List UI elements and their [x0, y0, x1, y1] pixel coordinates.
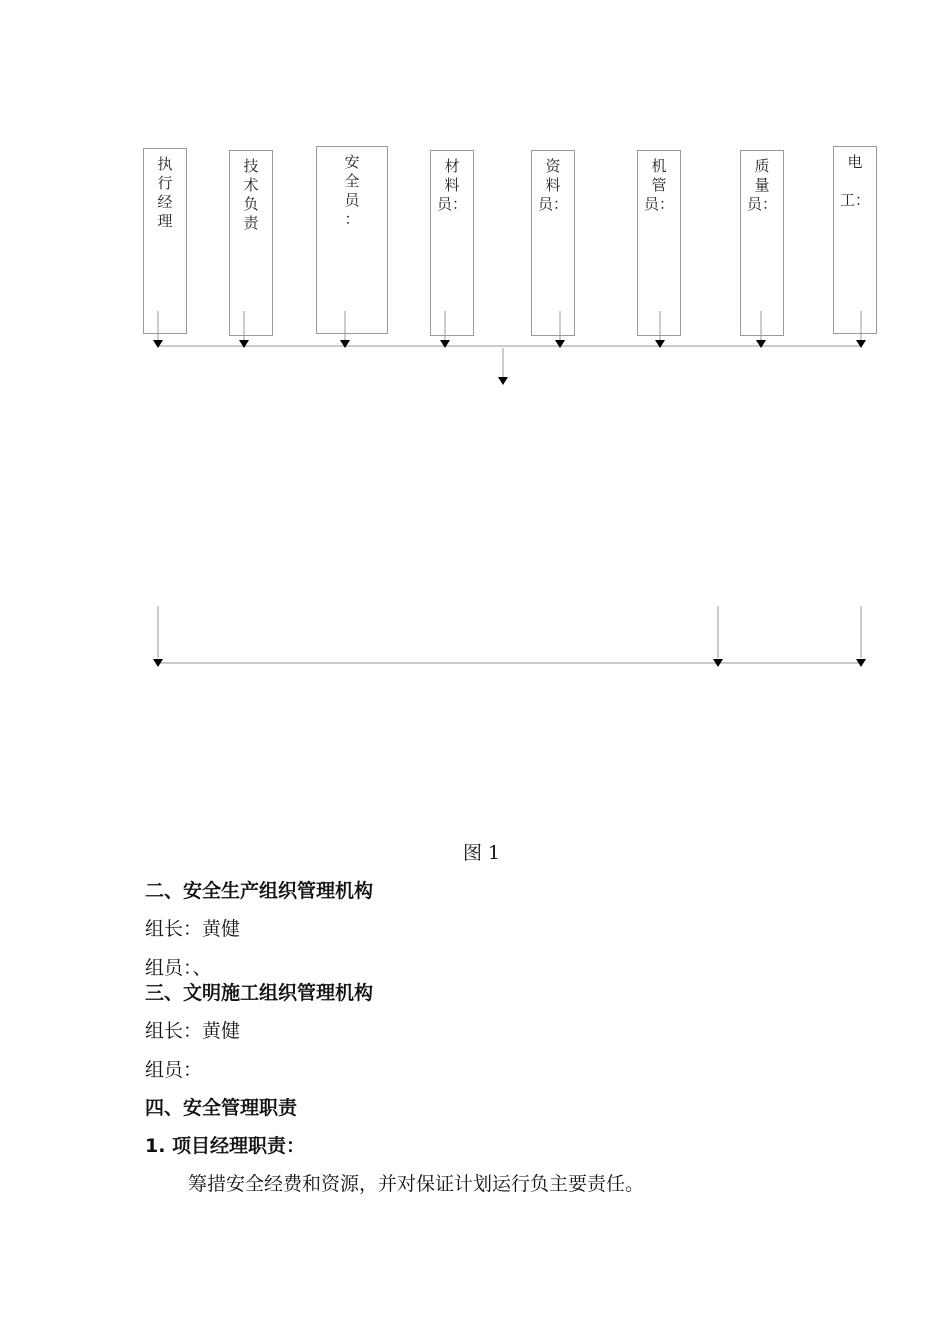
arrow-down-icon — [153, 340, 163, 348]
arrow-down-icon — [340, 340, 350, 348]
arrow-down-icon — [498, 377, 508, 385]
role-label: 执 行 经 理 — [157, 155, 173, 230]
arrow-down-icon — [555, 340, 565, 348]
body-paragraph: 筹措安全经费和资源，并对保证计划运行负主要责任。 — [188, 1173, 645, 1195]
role-label: 材 料 员： — [436, 157, 467, 213]
arrow-down-icon — [655, 340, 665, 348]
arrow-down-icon — [239, 340, 249, 348]
section-heading-2: 二、安全生产组织管理机构 — [145, 880, 374, 902]
section-heading-3: 三、文明施工组织管理机构 — [145, 982, 374, 1004]
role-label: 安 全 员 ： — [344, 153, 360, 228]
arrow-down-icon — [756, 340, 766, 348]
role-label: 质 量 员： — [746, 157, 777, 213]
arrow-down-icon — [440, 340, 450, 348]
s2-members-line: 组员：、 — [145, 957, 212, 979]
role-label: 机 管 员： — [643, 157, 674, 213]
section-heading-4: 四、安全管理职责 — [145, 1097, 298, 1119]
s3-leader-line: 组长：黄健 — [145, 1020, 241, 1042]
s3-members-line: 组员： — [145, 1059, 203, 1081]
s2-leader-line: 组长：黄健 — [145, 918, 241, 940]
figure-caption: 图 1 — [463, 842, 501, 864]
role-label: 技 术 负 责 — [243, 157, 259, 232]
role-label: 资 料 员： — [537, 157, 568, 213]
role-label: 电 工： — [839, 153, 870, 209]
arrow-down-icon — [856, 340, 866, 348]
subsection-heading-1: 1. 项目经理职责： — [145, 1135, 306, 1157]
